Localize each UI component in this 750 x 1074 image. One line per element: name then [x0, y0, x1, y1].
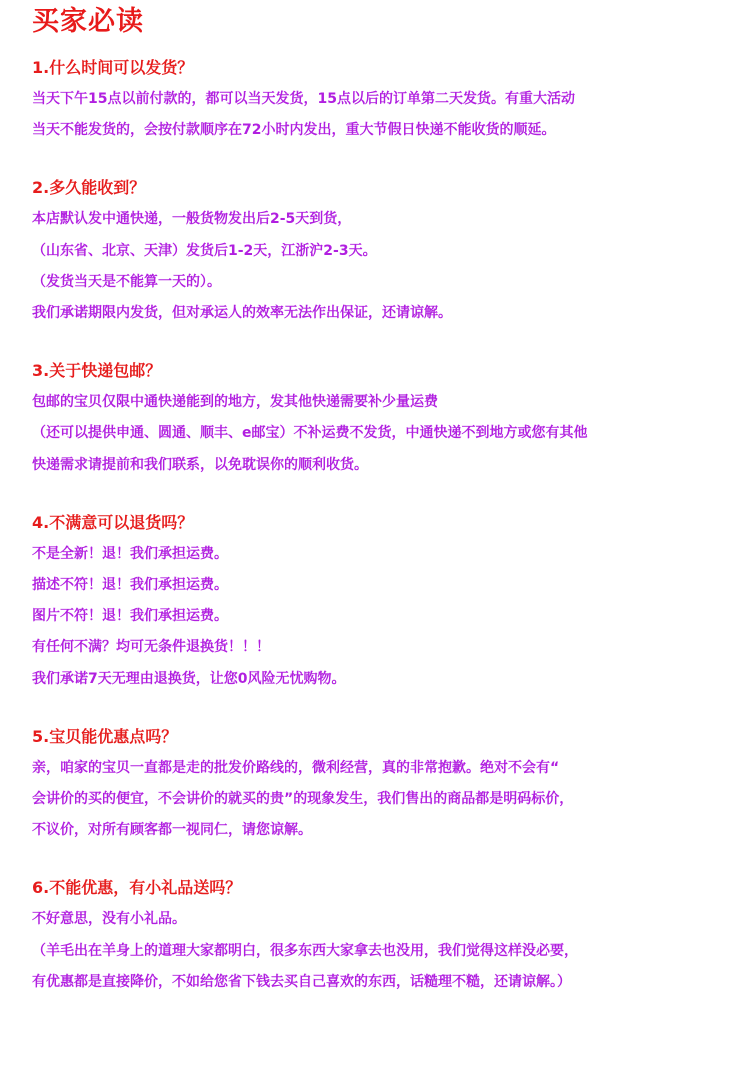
faq-answer-line: 描述不符！退！我们承担运费。 [32, 577, 228, 594]
faq-answer-line: 当天下午15点以前付款的，都可以当天发货，15点以后的订单第二天发货。有重大活动 [32, 91, 575, 107]
faq-answer-line: 包邮的宝贝仅限中通快递能到的地方，发其他快递需要补少量运费 [32, 394, 438, 411]
faq-answer-line: （山东省、北京、天津）发货后1-2天，江浙沪2-3天。 [32, 242, 377, 259]
faq-answer-line: 不议价，对所有顾客都一视同仁，请您谅解。 [32, 822, 312, 839]
faq-answer-line: 我们承诺期限内发货，但对承运人的效率无法作出保证，还请谅解。 [32, 305, 452, 322]
faq-answer-line: 当天不能发货的，会按付款顺序在72小时内发出，重大节假日快递不能收货的顺延。 [32, 122, 556, 139]
faq-section-shipping-time [32, 52, 726, 146]
faq-answer-line: 有任何不满？均可无条件退换货！！！ [32, 639, 270, 656]
faq-answer-line: 快递需求请提前和我们联系，以免耽误你的顺利收货。 [32, 456, 368, 473]
page-title: 买家必读 [32, 6, 144, 37]
faq-answer-line: 亲，咱家的宝贝一直都是走的批发价路线的，微利经营，真的非常抱歉。绝对不会有“ [32, 759, 560, 776]
faq-answer-line: 有优惠都是直接降价，不如给您省下钱去买自己喜欢的东西，话糙理不糙，还请谅解。） [32, 973, 571, 990]
faq-question: 1.什么时间可以发货？ [32, 58, 194, 77]
faq-question: 5.宝贝能优惠点吗？ [32, 726, 178, 746]
faq-question: 3.关于快递包邮？ [32, 361, 162, 381]
faq-answer-line: （还可以提供申通、圆通、顺丰、e邮宝）不补运费不发货，中通快递不到地方或您有其他 [32, 425, 588, 442]
faq-section-free-shipping [32, 355, 726, 481]
faq-section-delivery-time [32, 172, 726, 329]
faq-question: 4.不满意可以退货吗？ [32, 512, 194, 532]
faq-answer-line: （发货当天是不能算一天的）。 [32, 273, 221, 290]
faq-answer-line: 本店默认发中通快递，一般货物发出后2-5天到货， [32, 211, 352, 228]
faq-answer-line: 图片不符！退！我们承担运费。 [32, 608, 228, 625]
faq-answer-line: 我们承诺7天无理由退换货，让您0风险无忧购物。 [32, 670, 346, 687]
faq-section-gifts [32, 872, 726, 998]
faq-answer-line: 会讲价的买的便宜，不会讲价的就买的贵”的现象发生，我们售出的商品都是明码标价， [32, 791, 574, 808]
faq-answer-line: 不是全新！退！我们承担运费。 [32, 545, 228, 562]
faq-question: 2.多久能收到？ [32, 178, 146, 198]
faq-section-returns [32, 507, 726, 695]
faq-answer-line: 不好意思，没有小礼品。 [32, 911, 186, 928]
faq-question: 6.不能优惠，有小礼品送吗？ [32, 878, 242, 898]
faq-section-discount [32, 721, 726, 847]
faq-answer-line: （羊毛出在羊身上的道理大家都明白，很多东西大家拿去也没用，我们觉得这样没必要， [32, 942, 578, 959]
